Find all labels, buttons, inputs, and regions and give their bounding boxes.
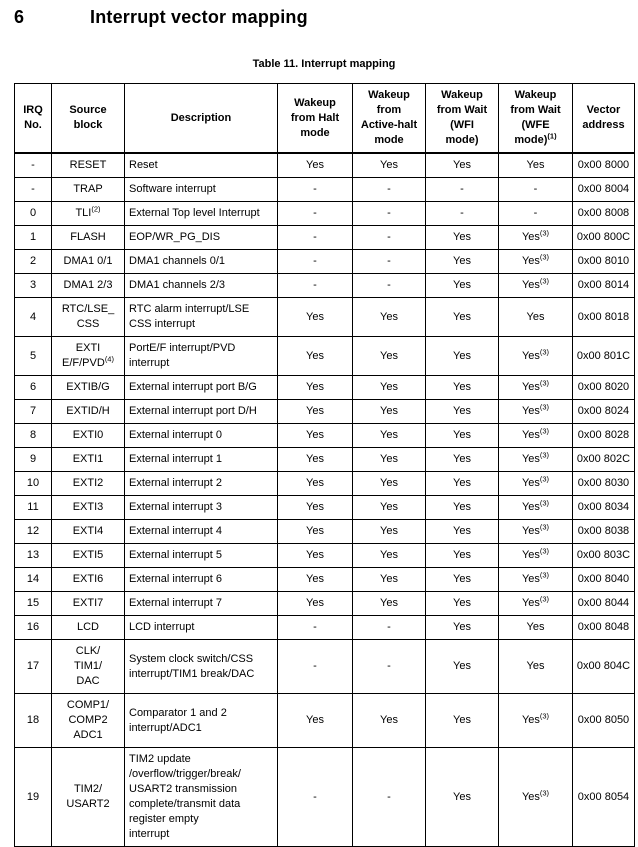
cell-halt: Yes — [278, 298, 353, 337]
cell-wfe: Yes$^{(3)}$ — [499, 592, 573, 616]
column-header-wfe: Wakeup from Wait (WFE mode)$^{(1)}$ — [499, 84, 573, 154]
cell-description: External Top level Interrupt — [125, 202, 278, 226]
table-row — [15, 250, 635, 274]
table-row — [15, 178, 635, 202]
cell-active_halt: Yes — [353, 424, 426, 448]
cell-vector: 0x00 8028 — [573, 424, 635, 448]
cell-wfe: Yes$^{(3)}$ — [499, 400, 573, 424]
cell-active_halt: Yes — [353, 298, 426, 337]
cell-vector: 0x00 802C — [573, 448, 635, 472]
cell-active_halt: - — [353, 226, 426, 250]
cell-irq: 13 — [15, 544, 52, 568]
cell-irq: - — [15, 178, 52, 202]
cell-description: External interrupt 2 — [125, 472, 278, 496]
table-row — [15, 226, 635, 250]
cell-description: DMA1 channels 2/3 — [125, 274, 278, 298]
cell-description: EOP/WR_PG_DIS — [125, 226, 278, 250]
cell-vector: 0x00 8054 — [573, 748, 635, 847]
cell-description: PortE/F interrupt/PVD interrupt — [125, 337, 278, 376]
cell-wfe: Yes$^{(3)}$ — [499, 274, 573, 298]
section-number: 6 — [14, 7, 25, 27]
cell-source: EXTID/H — [52, 400, 125, 424]
column-header-halt: Wakeup from Halt mode — [278, 84, 353, 154]
cell-halt: Yes — [278, 694, 353, 748]
cell-wfe: - — [499, 202, 573, 226]
cell-wfi: Yes — [426, 472, 499, 496]
cell-source: CLK/ TIM1/ DAC — [52, 640, 125, 694]
cell-source: EXTI5 — [52, 544, 125, 568]
cell-active_halt: - — [353, 640, 426, 694]
cell-wfe: Yes$^{(3)}$ — [499, 472, 573, 496]
cell-irq: 3 — [15, 274, 52, 298]
cell-active_halt: Yes — [353, 544, 426, 568]
cell-active_halt: - — [353, 748, 426, 847]
cell-source: EXTI0 — [52, 424, 125, 448]
cell-description: DMA1 channels 0/1 — [125, 250, 278, 274]
cell-irq: 17 — [15, 640, 52, 694]
table-row — [15, 298, 635, 337]
cell-wfi: Yes — [426, 250, 499, 274]
cell-wfe: Yes$^{(3)}$ — [499, 376, 573, 400]
cell-active_halt: Yes — [353, 694, 426, 748]
cell-irq: 4 — [15, 298, 52, 337]
cell-wfi: Yes — [426, 640, 499, 694]
cell-description: External interrupt 7 — [125, 592, 278, 616]
table-row — [15, 616, 635, 640]
cell-halt: Yes — [278, 400, 353, 424]
cell-wfi: Yes — [426, 448, 499, 472]
cell-wfe: Yes$^{(3)}$ — [499, 424, 573, 448]
cell-vector: 0x00 8048 — [573, 616, 635, 640]
interrupt-table-body — [15, 153, 635, 847]
cell-halt: Yes — [278, 520, 353, 544]
cell-wfi: Yes — [426, 568, 499, 592]
cell-source: RESET — [52, 153, 125, 178]
cell-vector: 0x00 8008 — [573, 202, 635, 226]
cell-source: EXTI6 — [52, 568, 125, 592]
cell-halt: Yes — [278, 568, 353, 592]
cell-irq: 2 — [15, 250, 52, 274]
cell-description: External interrupt 3 — [125, 496, 278, 520]
cell-wfi: Yes — [426, 694, 499, 748]
table-caption: Table 11. Interrupt mapping — [252, 58, 396, 70]
cell-wfe: Yes$^{(3)}$ — [499, 337, 573, 376]
cell-halt: Yes — [278, 376, 353, 400]
cell-irq: 1 — [15, 226, 52, 250]
interrupt-mapping-table — [14, 83, 635, 847]
cell-active_halt: Yes — [353, 337, 426, 376]
cell-description: LCD interrupt — [125, 616, 278, 640]
cell-wfe: Yes$^{(3)}$ — [499, 496, 573, 520]
cell-source: EXTI2 — [52, 472, 125, 496]
cell-source: RTC/LSE_ CSS — [52, 298, 125, 337]
cell-irq: 6 — [15, 376, 52, 400]
cell-active_halt: Yes — [353, 153, 426, 178]
table-row — [15, 520, 635, 544]
table-row — [15, 337, 635, 376]
table-row — [15, 748, 635, 847]
cell-active_halt: - — [353, 616, 426, 640]
cell-irq: 11 — [15, 496, 52, 520]
cell-wfi: Yes — [426, 226, 499, 250]
cell-description: External interrupt 4 — [125, 520, 278, 544]
cell-source: EXTI4 — [52, 520, 125, 544]
cell-active_halt: Yes — [353, 448, 426, 472]
cell-source: TRAP — [52, 178, 125, 202]
cell-description: Software interrupt — [125, 178, 278, 202]
cell-active_halt: - — [353, 178, 426, 202]
table-row — [15, 496, 635, 520]
cell-wfi: Yes — [426, 424, 499, 448]
cell-source: COMP1/ COMP2 ADC1 — [52, 694, 125, 748]
cell-irq: 0 — [15, 202, 52, 226]
cell-wfe: Yes$^{(3)}$ — [499, 568, 573, 592]
table-row — [15, 568, 635, 592]
cell-active_halt: Yes — [353, 592, 426, 616]
table-row — [15, 424, 635, 448]
column-header-description: Description — [125, 84, 278, 154]
cell-vector: 0x00 800C — [573, 226, 635, 250]
cell-description: Reset — [125, 153, 278, 178]
cell-vector: 0x00 8044 — [573, 592, 635, 616]
table-row — [15, 274, 635, 298]
cell-irq: 5 — [15, 337, 52, 376]
cell-active_halt: Yes — [353, 568, 426, 592]
cell-active_halt: Yes — [353, 472, 426, 496]
cell-vector: 0x00 803C — [573, 544, 635, 568]
cell-wfi: Yes — [426, 520, 499, 544]
table-row — [15, 472, 635, 496]
cell-wfe: Yes — [499, 298, 573, 337]
cell-wfe: Yes$^{(3)}$ — [499, 748, 573, 847]
cell-active_halt: - — [353, 274, 426, 298]
cell-irq: 8 — [15, 424, 52, 448]
table-row — [15, 153, 635, 178]
cell-source: EXTI E/F/PVD$^{(4)}$ — [52, 337, 125, 376]
cell-description: Comparator 1 and 2 interrupt/ADC1 — [125, 694, 278, 748]
cell-wfe: Yes$^{(3)}$ — [499, 448, 573, 472]
cell-wfi: Yes — [426, 616, 499, 640]
cell-source: DMA1 0/1 — [52, 250, 125, 274]
cell-halt: - — [278, 274, 353, 298]
section-heading — [0, 0, 638, 28]
cell-halt: Yes — [278, 153, 353, 178]
cell-wfi: - — [426, 202, 499, 226]
table-row — [15, 448, 635, 472]
cell-vector: 0x00 8040 — [573, 568, 635, 592]
cell-vector: 0x00 8034 — [573, 496, 635, 520]
cell-wfe: Yes$^{(3)}$ — [499, 694, 573, 748]
cell-active_halt: - — [353, 250, 426, 274]
cell-source: EXTI1 — [52, 448, 125, 472]
cell-vector: 0x00 801C — [573, 337, 635, 376]
cell-halt: - — [278, 250, 353, 274]
cell-source: EXTI3 — [52, 496, 125, 520]
cell-halt: Yes — [278, 544, 353, 568]
table-row — [15, 694, 635, 748]
column-header-wfi: Wakeup from Wait (WFI mode) — [426, 84, 499, 154]
cell-wfe: Yes — [499, 153, 573, 178]
cell-wfe: Yes — [499, 640, 573, 694]
cell-halt: Yes — [278, 424, 353, 448]
cell-irq: 18 — [15, 694, 52, 748]
cell-description: External interrupt port B/G — [125, 376, 278, 400]
cell-vector: 0x00 8014 — [573, 274, 635, 298]
cell-wfi: Yes — [426, 400, 499, 424]
cell-halt: Yes — [278, 472, 353, 496]
cell-active_halt: Yes — [353, 496, 426, 520]
cell-irq: 12 — [15, 520, 52, 544]
cell-irq: 9 — [15, 448, 52, 472]
cell-vector: 0x00 8004 — [573, 178, 635, 202]
cell-irq: 10 — [15, 472, 52, 496]
cell-vector: 0x00 8020 — [573, 376, 635, 400]
cell-wfi: Yes — [426, 298, 499, 337]
cell-description: External interrupt 6 — [125, 568, 278, 592]
cell-vector: 0x00 8010 — [573, 250, 635, 274]
cell-vector: 0x00 8038 — [573, 520, 635, 544]
cell-source: FLASH — [52, 226, 125, 250]
cell-halt: Yes — [278, 337, 353, 376]
cell-wfe: Yes — [499, 616, 573, 640]
cell-vector: 0x00 8000 — [573, 153, 635, 178]
cell-irq: 16 — [15, 616, 52, 640]
cell-source: EXTIB/G — [52, 376, 125, 400]
cell-wfe: Yes$^{(3)}$ — [499, 520, 573, 544]
cell-source: TIM2/ USART2 — [52, 748, 125, 847]
cell-wfe: Yes$^{(3)}$ — [499, 544, 573, 568]
cell-halt: - — [278, 616, 353, 640]
cell-vector: 0x00 804C — [573, 640, 635, 694]
column-header-active_halt: Wakeup from Active-halt mode — [353, 84, 426, 154]
cell-wfe: Yes$^{(3)}$ — [499, 226, 573, 250]
table-row — [15, 640, 635, 694]
cell-description: TIM2 update /overflow/trigger/break/ USART2 transmission complete/transmit data register empty interrupt — [125, 748, 278, 847]
cell-active_halt: - — [353, 202, 426, 226]
cell-halt: - — [278, 748, 353, 847]
cell-description: System clock switch/CSS interrupt/TIM1 break/DAC — [125, 640, 278, 694]
cell-halt: Yes — [278, 592, 353, 616]
cell-wfi: - — [426, 178, 499, 202]
cell-source: EXTI7 — [52, 592, 125, 616]
cell-wfe: - — [499, 178, 573, 202]
cell-irq: 7 — [15, 400, 52, 424]
cell-description: External interrupt port D/H — [125, 400, 278, 424]
cell-wfi: Yes — [426, 153, 499, 178]
column-header-source: Source block — [52, 84, 125, 154]
cell-vector: 0x00 8030 — [573, 472, 635, 496]
cell-active_halt: Yes — [353, 400, 426, 424]
cell-source: TLI$^{(2)}$ — [52, 202, 125, 226]
cell-halt: - — [278, 178, 353, 202]
cell-halt: - — [278, 640, 353, 694]
cell-halt: Yes — [278, 448, 353, 472]
cell-description: External interrupt 5 — [125, 544, 278, 568]
page-title: Interrupt vector mapping — [90, 7, 308, 27]
table-row — [15, 544, 635, 568]
cell-irq: 19 — [15, 748, 52, 847]
cell-halt: - — [278, 202, 353, 226]
cell-description: RTC alarm interrupt/LSE CSS interrupt — [125, 298, 278, 337]
cell-irq: 15 — [15, 592, 52, 616]
column-header-irq: IRQ No. — [15, 84, 52, 154]
cell-source: LCD — [52, 616, 125, 640]
table-row — [15, 376, 635, 400]
table-row — [15, 400, 635, 424]
cell-wfi: Yes — [426, 274, 499, 298]
cell-halt: Yes — [278, 496, 353, 520]
cell-wfe: Yes$^{(3)}$ — [499, 250, 573, 274]
cell-vector: 0x00 8050 — [573, 694, 635, 748]
cell-irq: 14 — [15, 568, 52, 592]
cell-active_halt: Yes — [353, 520, 426, 544]
cell-wfi: Yes — [426, 496, 499, 520]
cell-wfi: Yes — [426, 748, 499, 847]
cell-vector: 0x00 8024 — [573, 400, 635, 424]
cell-description: External interrupt 1 — [125, 448, 278, 472]
table-row — [15, 202, 635, 226]
cell-description: External interrupt 0 — [125, 424, 278, 448]
cell-irq: - — [15, 153, 52, 178]
cell-wfi: Yes — [426, 376, 499, 400]
cell-wfi: Yes — [426, 544, 499, 568]
cell-vector: 0x00 8018 — [573, 298, 635, 337]
table-row — [15, 592, 635, 616]
cell-wfi: Yes — [426, 337, 499, 376]
column-header-vector: Vector address — [573, 84, 635, 154]
cell-wfi: Yes — [426, 592, 499, 616]
cell-active_halt: Yes — [353, 376, 426, 400]
table-header-row — [15, 84, 635, 154]
cell-halt: - — [278, 226, 353, 250]
cell-source: DMA1 2/3 — [52, 274, 125, 298]
